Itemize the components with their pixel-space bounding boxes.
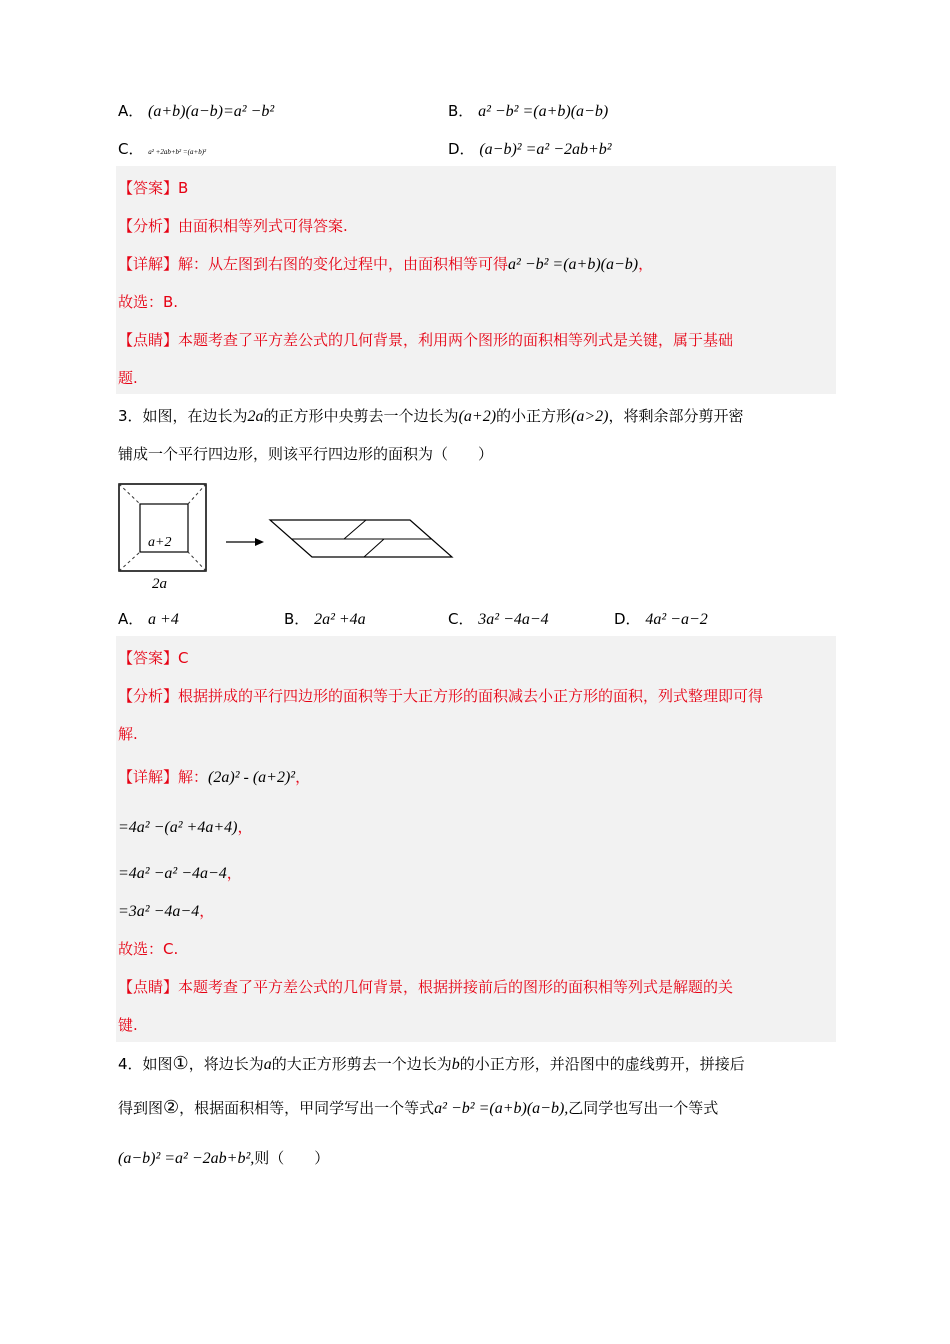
q2-choose: 故选：B. bbox=[118, 293, 179, 311]
dashed-line bbox=[119, 484, 140, 504]
inner-label: a+2 bbox=[148, 535, 172, 550]
option-formula: 2a² +4a bbox=[314, 611, 366, 628]
detail-formula: a² −b² =(a+b)(a−b) bbox=[508, 256, 639, 273]
step-formula: =4a² −(a² +4a+4) bbox=[118, 819, 238, 836]
stem-math: 2a bbox=[247, 408, 264, 425]
option-label: D． bbox=[448, 140, 475, 158]
stem-text: 的正方形中央剪去一个边长为 bbox=[263, 407, 459, 425]
step-formula: =3a² −4a−4 bbox=[118, 903, 200, 920]
option-label: D． bbox=[614, 610, 641, 628]
option-label: B． bbox=[284, 610, 310, 628]
q3-option-b bbox=[284, 608, 366, 629]
q2-option-b bbox=[448, 100, 608, 121]
option-formula: a² +2ab+b² =(a+b)² bbox=[148, 148, 207, 156]
step-comma: ， bbox=[237, 818, 253, 836]
option-formula: a² −b² =(a+b)(a−b) bbox=[478, 103, 609, 120]
step-formula: =4a² −a² −4a−4 bbox=[118, 865, 227, 882]
q3-analysis-line1: 【分析】根据拼成的平行四边形的面积等于大正方形的面积减去小正方形的面积，列式整理即可得 bbox=[118, 687, 764, 705]
q3-figure bbox=[114, 478, 459, 593]
q2-detail bbox=[118, 253, 653, 274]
q2-option-c bbox=[118, 138, 206, 159]
q3-answer: 【答案】C bbox=[118, 649, 189, 667]
stem-text: 的小正方形，并沿图中的虚线剪开，拼接后 bbox=[459, 1055, 745, 1073]
stem-math: b bbox=[451, 1056, 460, 1073]
q2-comment-line2: 题. bbox=[118, 369, 138, 387]
option-formula: 3a² −4a−4 bbox=[478, 611, 549, 628]
q3-option-a bbox=[118, 608, 179, 629]
q3-step3 bbox=[118, 900, 214, 921]
q3-step1 bbox=[118, 816, 252, 837]
step-comma: ， bbox=[199, 902, 215, 920]
stem-text: 乙同学也写出一个等式 bbox=[568, 1099, 719, 1117]
stem-text: ，将剩余部分剪开密 bbox=[608, 407, 744, 425]
dashed-line bbox=[119, 552, 140, 571]
option-label: A． bbox=[118, 102, 144, 120]
q2-analysis: 【分析】由面积相等列式可得答案. bbox=[118, 217, 348, 235]
option-label: C． bbox=[448, 610, 474, 628]
q3-stem-line1 bbox=[118, 405, 744, 426]
stem-math: (a+2) bbox=[458, 408, 497, 425]
option-formula: (a−b)² =a² −2ab+b² bbox=[479, 141, 612, 158]
stem-text: 则（ ） bbox=[254, 1149, 330, 1167]
q3-detail bbox=[118, 766, 310, 787]
q3-analysis-line2: 解. bbox=[118, 725, 138, 743]
stem-math: (a>2) bbox=[571, 408, 609, 425]
detail-text: 解： bbox=[178, 768, 209, 786]
q4-line3 bbox=[118, 1147, 329, 1168]
q2-comment-line1: 【点睛】本题考查了平方差公式的几何背景，利用两个图形的面积相等列式是关键，属于基础 bbox=[118, 331, 734, 349]
option-formula: (a+b)(a−b)=a² −b² bbox=[148, 103, 275, 120]
stem-text: 4．如图 bbox=[118, 1055, 173, 1073]
circled-number: ① bbox=[172, 1053, 189, 1074]
q3-step2 bbox=[118, 862, 242, 883]
stem-text: 得到图 bbox=[118, 1099, 164, 1117]
q3-option-d bbox=[614, 608, 708, 629]
q3-option-c bbox=[448, 608, 549, 629]
stem-math: a² −b² =(a+b)(a−b), bbox=[434, 1100, 569, 1117]
parallelogram-cut bbox=[364, 539, 384, 557]
arrow-head bbox=[255, 538, 264, 546]
detail-formula: (2a)² - (a+2)² bbox=[208, 769, 296, 786]
q4-line2 bbox=[118, 1097, 718, 1118]
dashed-line bbox=[188, 484, 206, 504]
stem-text: 的小正方形 bbox=[496, 407, 572, 425]
option-formula: 4a² −a−2 bbox=[645, 611, 708, 628]
option-label: B． bbox=[448, 102, 474, 120]
stem-math: a bbox=[263, 1056, 272, 1073]
q2-option-d bbox=[448, 138, 612, 159]
outer-label: 2a bbox=[152, 576, 167, 592]
circled-number: ② bbox=[163, 1097, 180, 1118]
q3-comment-line1: 【点睛】本题考查了平方差公式的几何背景，根据拼接前后的图形的面积相等列式是解题的关 bbox=[118, 978, 734, 996]
q4-line1 bbox=[118, 1053, 745, 1074]
dashed-line bbox=[188, 552, 206, 571]
stem-text: ，将边长为 bbox=[188, 1055, 264, 1073]
detail-end: ， bbox=[638, 255, 654, 273]
q2-answer: 【答案】B bbox=[118, 179, 189, 197]
stem-text: 的大正方形剪去一个边长为 bbox=[271, 1055, 452, 1073]
detail-text: 解：从左图到右图的变化过程中，由面积相等可得 bbox=[178, 255, 509, 273]
stem-text: ，根据面积相等，甲同学写出一个等式 bbox=[179, 1099, 435, 1117]
parallelogram-cut bbox=[344, 520, 366, 539]
option-label: C． bbox=[118, 140, 144, 158]
detail-tag: 【详解】 bbox=[118, 255, 179, 273]
detail-tag: 【详解】 bbox=[118, 768, 179, 786]
detail-end: ， bbox=[295, 768, 311, 786]
step-comma: ， bbox=[226, 864, 242, 882]
q2-answer-box bbox=[116, 166, 836, 394]
q3-stem-line2: 铺成一个平行四边形，则该平行四边形的面积为（ ） bbox=[118, 445, 494, 463]
stem-math: (a−b)² =a² −2ab+b², bbox=[118, 1150, 255, 1167]
option-label: A． bbox=[118, 610, 144, 628]
stem-text: 3．如图，在边长为 bbox=[118, 407, 248, 425]
q3-comment-line2: 键. bbox=[118, 1016, 138, 1034]
option-formula: a +4 bbox=[148, 611, 179, 628]
q3-choose: 故选：C. bbox=[118, 940, 179, 958]
q2-option-a bbox=[118, 100, 274, 121]
